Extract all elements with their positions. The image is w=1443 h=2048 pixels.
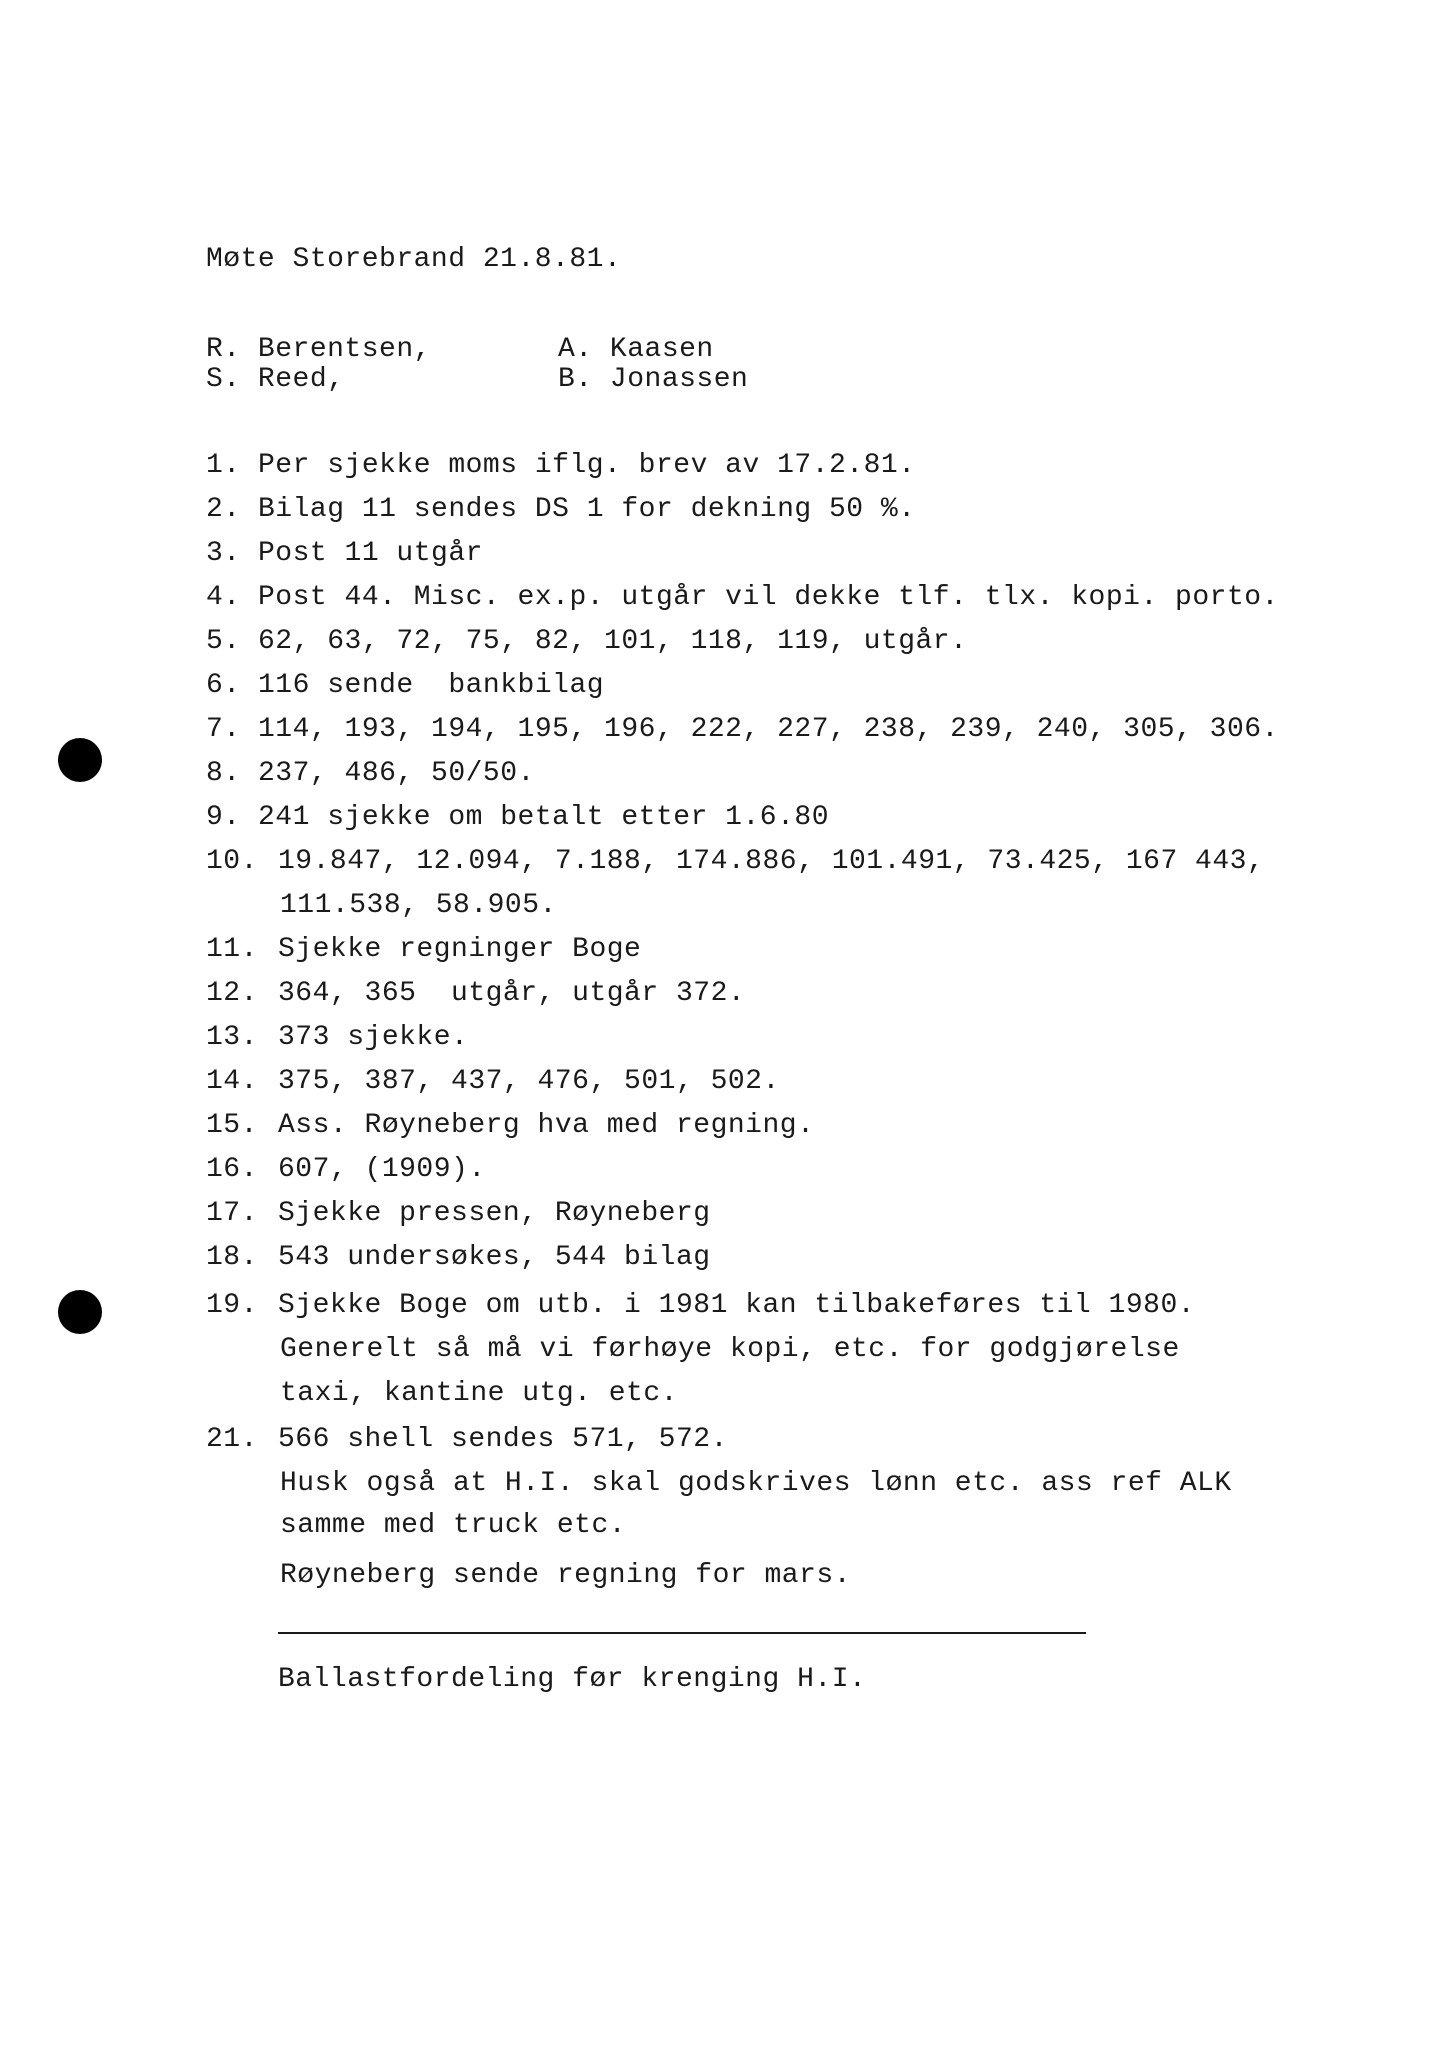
item-number: 17. (206, 1198, 258, 1229)
item-text-continued: Røyneberg sende regning for mars. (280, 1560, 851, 1591)
item-number: 4. (206, 582, 241, 613)
list-item (206, 626, 967, 658)
item-text: 364, 365 utgår, utgår 372. (278, 978, 746, 1009)
item-number: 14. (206, 1066, 258, 1097)
list-item (206, 494, 916, 526)
list-item (206, 846, 1264, 878)
item-text: 566 shell sendes 571, 572. (278, 1424, 728, 1455)
item-text-continued: 111.538, 58.905. (280, 890, 557, 921)
item-number: 8. (206, 758, 241, 789)
item-text: 237, 486, 50/50. (258, 758, 535, 789)
item-text-continued: samme med truck etc. (280, 1510, 627, 1541)
list-item (206, 1198, 711, 1230)
list-item (206, 934, 641, 966)
list-item (206, 1066, 780, 1098)
item-text-continued: Generelt så må vi førhøye kopi, etc. for godgjørelse (280, 1334, 1180, 1365)
item-number: 3. (206, 538, 241, 569)
item-text: 373 sjekke. (278, 1022, 469, 1053)
list-item (206, 802, 829, 834)
list-item (206, 1424, 728, 1456)
item-number: 19. (206, 1290, 258, 1321)
item-number: 1. (206, 450, 241, 481)
list-item (206, 714, 1279, 746)
item-text: 116 sende bankbilag (258, 670, 605, 701)
item-number: 21. (206, 1424, 258, 1455)
item-text: 241 sjekke om betalt etter 1.6.80 (258, 802, 829, 833)
document-title: Møte Storebrand 21.8.81. (206, 244, 622, 275)
item-text: 114, 193, 194, 195, 196, 222, 227, 238, 239, 240, 305, 306. (258, 714, 1279, 745)
item-text: Sjekke Boge om utb. i 1981 kan tilbakeføres til 1980. (278, 1290, 1196, 1321)
list-item (206, 538, 483, 570)
item-text: 19.847, 12.094, 7.188, 174.886, 101.491, 73.425, 167 443, (278, 846, 1265, 877)
item-number: 16. (206, 1154, 258, 1185)
list-item (206, 450, 916, 482)
item-number: 18. (206, 1242, 258, 1273)
item-text: Ass. Røyneberg hva med regning. (278, 1110, 815, 1141)
horizontal-divider (278, 1632, 1086, 1634)
item-text: 62, 63, 72, 75, 82, 101, 118, 119, utgår. (258, 626, 968, 657)
item-text-continued: taxi, kantine utg. etc. (280, 1378, 678, 1409)
item-text: 543 undersøkes, 544 bilag (278, 1242, 711, 1273)
item-number: 10. (206, 846, 258, 877)
item-text: Per sjekke moms iflg. brev av 17.2.81. (258, 450, 916, 481)
item-text: 375, 387, 437, 476, 501, 502. (278, 1066, 780, 1097)
item-text: Sjekke regninger Boge (278, 934, 642, 965)
list-item (206, 1022, 468, 1054)
list-item (206, 582, 1279, 614)
item-number: 9. (206, 802, 241, 833)
attendee: B. Jonassen (558, 364, 749, 395)
list-item (206, 1242, 711, 1274)
punch-hole-bottom (58, 1290, 102, 1334)
list-item (206, 1290, 1195, 1322)
item-text: Post 11 utgår (258, 538, 483, 569)
list-item (206, 1110, 814, 1142)
item-number: 15. (206, 1110, 258, 1141)
item-text: 607, (1909). (278, 1154, 486, 1185)
attendee: R. Berentsen, (206, 334, 431, 365)
item-number: 13. (206, 1022, 258, 1053)
item-number: 5. (206, 626, 241, 657)
item-text: Sjekke pressen, Røyneberg (278, 1198, 711, 1229)
item-number: 11. (206, 934, 258, 965)
item-text: Post 44. Misc. ex.p. utgår vil dekke tlf. tlx. kopi. porto. (258, 582, 1279, 613)
punch-hole-top (58, 738, 102, 782)
list-item (206, 978, 745, 1010)
list-item (206, 758, 535, 790)
item-text: Bilag 11 sendes DS 1 for dekning 50 %. (258, 494, 916, 525)
list-item (206, 1154, 486, 1186)
footer-note: Ballastfordeling før krenging H.I. (278, 1664, 867, 1695)
list-item (206, 670, 604, 702)
item-text-continued: Husk også at H.I. skal godskrives lønn etc. ass ref ALK (280, 1468, 1232, 1499)
item-number: 6. (206, 670, 241, 701)
item-number: 2. (206, 494, 241, 525)
item-number: 7. (206, 714, 241, 745)
item-number: 12. (206, 978, 258, 1009)
attendee: A. Kaasen (558, 334, 714, 365)
attendee: S. Reed, (206, 364, 345, 395)
